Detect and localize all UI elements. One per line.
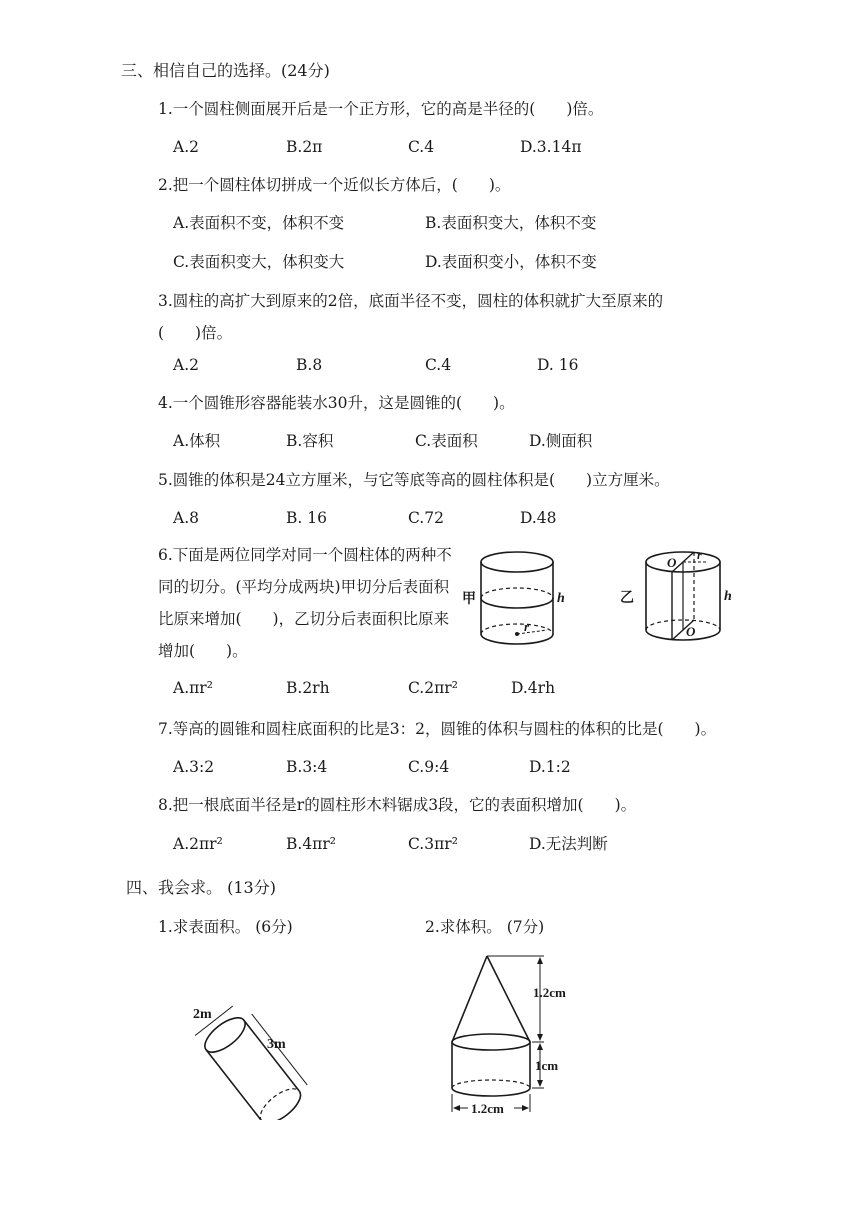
question-6-line-3: 比原来增加( )，乙切分后表面积比原来 — [158, 610, 450, 628]
q2-option-d: D.表面积变小，体积不变 — [425, 253, 597, 271]
question-2: 2.把一个圆柱体切拼成一个近似长方体后，( )。 — [158, 176, 511, 194]
r-label-jia: r — [524, 619, 530, 634]
q5-option-c: C.72 — [408, 509, 444, 527]
q6-option-b: B.2rh — [286, 679, 330, 697]
q4-option-a: A.体积 — [173, 432, 221, 450]
question-8: 8.把一根底面半径是r的圆柱形木料锯成3段，它的表面积增加( )。 — [158, 796, 637, 814]
q7-option-b: B.3:4 — [286, 758, 328, 776]
question-7: 7.等高的圆锥和圆柱底面积的比是3：2，圆锥的体积与圆柱的体积的比是( )。 — [158, 720, 717, 738]
q3-option-b: B.8 — [296, 356, 323, 374]
q3-option-a: A.2 — [173, 356, 199, 374]
q6-option-c: C.2πr² — [408, 679, 458, 697]
q4-option-d: D.侧面积 — [529, 432, 593, 450]
cone-cylinder-figure — [440, 950, 580, 1120]
q6-option-d: D.4rh — [511, 679, 556, 697]
q3-option-c: C.4 — [425, 356, 452, 374]
o-label-bottom: O — [686, 624, 696, 639]
q5-option-d: D.48 — [520, 509, 557, 527]
question-4: 4.一个圆锥形容器能装水30升，这是圆锥的( )。 — [158, 394, 515, 412]
q6-option-a: A.πr² — [173, 679, 213, 697]
q5-option-a: A.8 — [173, 509, 199, 527]
question-1: 1.一个圆柱侧面展开后是一个正方形，它的高是半径的( )倍。 — [158, 100, 604, 118]
tilted-cylinder-figure — [185, 995, 320, 1120]
dim-3m: 3m — [267, 1037, 286, 1052]
o-label-top: O — [667, 555, 677, 570]
q7-option-d: D.1:2 — [529, 758, 571, 776]
h-label-jia: h — [557, 591, 565, 606]
q2-option-b: B.表面积变大，体积不变 — [425, 214, 597, 232]
section-3-title: 三、相信自己的选择。(24分) — [121, 61, 330, 80]
q4-option-b: B.容积 — [286, 432, 334, 450]
dim-cone-height: 1.2cm — [533, 985, 566, 1000]
q1-option-a: A.2 — [173, 138, 199, 156]
question-5: 5.圆锥的体积是24立方厘米，与它等底等高的圆柱体积是( )立方厘米。 — [158, 471, 670, 489]
dim-cylinder-height: 1cm — [535, 1058, 559, 1073]
section-4-title: 四、我会求。 (13分) — [126, 878, 276, 897]
question-3-line-2: ( )倍。 — [158, 324, 233, 342]
q1-option-c: C.4 — [408, 138, 435, 156]
yi-label: 乙 — [620, 591, 634, 606]
cylinder-yi-figure — [620, 544, 740, 654]
q8-option-d: D.无法判断 — [529, 835, 608, 853]
question-3: 3.圆柱的高扩大到原来的2倍，底面半径不变，圆柱的体积就扩大至原来的 — [158, 292, 664, 310]
section-4-q1: 1.求表面积。 (6分) — [158, 918, 293, 936]
cylinder-jia-figure — [462, 544, 572, 654]
r-label-yi: r — [697, 548, 702, 562]
q5-option-b: B. 16 — [286, 509, 327, 527]
question-6-line-1: 6.下面是两位同学对同一个圆柱体的两种不 — [158, 546, 452, 564]
q3-option-d: D. 16 — [537, 356, 579, 374]
question-6-line-4: 增加( )。 — [158, 642, 248, 660]
q1-option-d: D.3.14π — [520, 138, 582, 156]
dim-2m: 2m — [193, 1007, 212, 1022]
question-6-line-2: 同的切分。(平均分成两块)甲切分后表面积 — [158, 578, 450, 596]
q2-option-a: A.表面积不变，体积不变 — [173, 214, 345, 232]
q8-option-c: C.3πr² — [408, 835, 458, 853]
q4-option-c: C.表面积 — [415, 432, 478, 450]
q8-option-b: B.4πr² — [286, 835, 336, 853]
q8-option-a: A.2πr² — [173, 835, 223, 853]
q7-option-c: C.9:4 — [408, 758, 450, 776]
q7-option-a: A.3:2 — [173, 758, 215, 776]
q1-option-b: B.2π — [286, 138, 323, 156]
jia-label: 甲 — [462, 592, 476, 607]
dim-diameter: 1.2cm — [471, 1101, 504, 1116]
section-4-q2: 2.求体积。 (7分) — [425, 918, 545, 936]
h-label-yi: h — [724, 589, 732, 604]
q2-option-c: C.表面积变大，体积变大 — [173, 253, 345, 271]
